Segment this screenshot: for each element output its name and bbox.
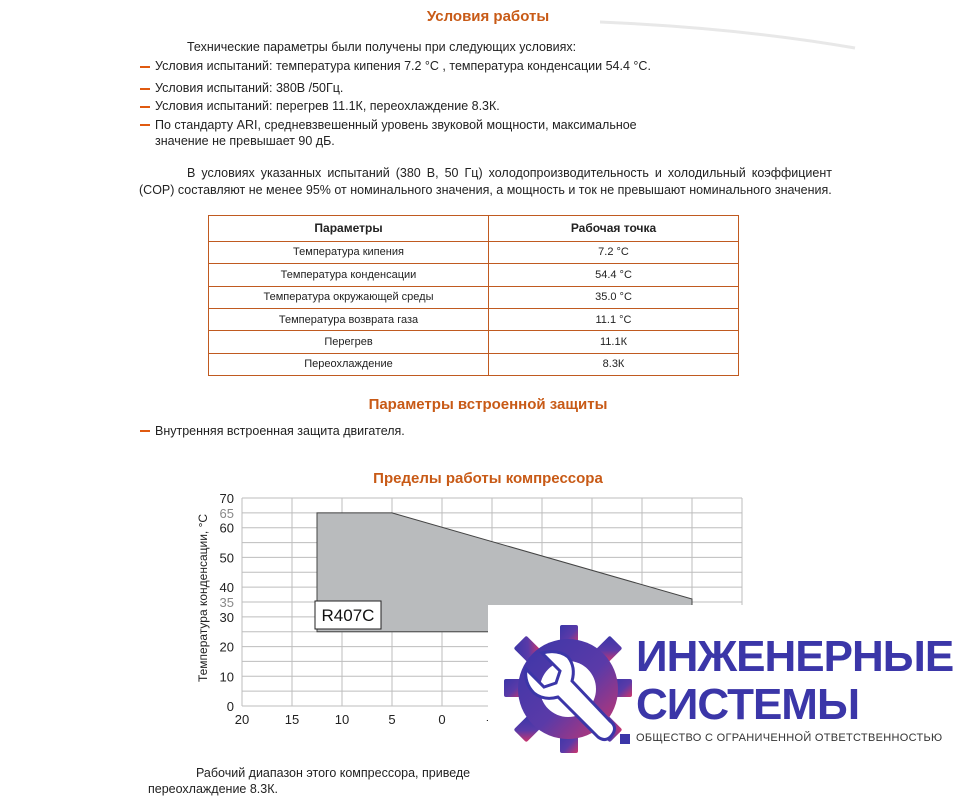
logo-title-line-2: СИСТЕМЫ — [636, 680, 860, 729]
table-header: Рабочая точка — [489, 216, 739, 242]
y-tick-label: 60 — [219, 520, 234, 536]
table-cell: Переохлаждение — [209, 353, 489, 375]
bullet-dash — [140, 124, 150, 126]
table-cell: Перегрев — [209, 331, 489, 353]
conditions-bullet: Условия испытаний: перегрев 11.1К, переохлаждение 8.3К. — [155, 99, 500, 113]
y-tick-label: 10 — [219, 669, 234, 685]
conditions-bullet: Условия испытаний: температура кипения 7.2 °С , температура конденсации 54.4 °С. — [155, 59, 651, 73]
table-cell: Температура окружающей среды — [209, 286, 489, 308]
y-axis-ticks — [220, 491, 234, 714]
y-tick-label: 65 — [219, 505, 234, 521]
y-tick-label: 70 — [219, 491, 234, 506]
bullet-dash — [140, 88, 150, 90]
table-row — [209, 241, 739, 263]
y-tick-label: 30 — [219, 609, 234, 625]
logo-subtitle: ОБЩЕСТВО С ОГРАНИЧЕННОЙ ОТВЕТСТВЕННОСТЬЮ — [636, 732, 943, 744]
chart-title: Пределы работы компрессора — [373, 470, 603, 487]
x-tick-label: 15 — [284, 712, 300, 727]
table-cell: 8.3К — [489, 353, 739, 375]
table-cell: 35.0 °С — [489, 286, 739, 308]
y-tick-label: 35 — [219, 595, 234, 610]
footer-line-1: Рабочий диапазон этого компрессора, приведе — [196, 766, 471, 780]
y-tick-label: 0 — [226, 699, 234, 714]
conditions-intro: Технические параметры были получены при следующих условиях: — [187, 40, 577, 54]
logo-title-line-1: ИНЖЕНЕРНЫЕ — [636, 632, 954, 681]
table-cell: 11.1 °С — [489, 308, 739, 330]
table-row — [209, 353, 739, 375]
gear-wrench-icon — [502, 623, 634, 755]
conditions-paragraph: В условиях указанных испытаний (380 В, 50 Гц) холодопроизводительность и холодильный коэффициент (COP) составляют не менее 95% от номинального значения, а мощность и ток не превышают номинального значения. — [139, 166, 832, 197]
logo-square-bullet — [620, 734, 630, 744]
x-tick-label: 10 — [334, 712, 350, 727]
x-tick-label: 0 — [438, 712, 446, 727]
x-tick-label: 20 — [234, 712, 250, 727]
table-header: Параметры — [209, 216, 489, 242]
parameters-table — [208, 215, 739, 376]
section-title-conditions: Условия работы — [426, 8, 550, 25]
table-cell: Температура возврата газа — [209, 308, 489, 330]
protection-bullet: Внутренняя встроенная защита двигателя. — [155, 424, 405, 438]
table-cell: 7.2 °С — [489, 241, 739, 263]
section-title-protection: Параметры встроенной защиты — [368, 396, 608, 413]
series-label: R407C — [321, 606, 375, 625]
table-row — [209, 331, 739, 353]
conditions-bullet-continuation: значение не превышает 90 дБ. — [155, 134, 335, 148]
table-cell: Температура конденсации — [209, 264, 489, 286]
bullet-dash — [140, 430, 150, 432]
table-cell: 54.4 °С — [489, 264, 739, 286]
y-axis-label: Температура конденсации, °С — [196, 513, 210, 683]
table-header-row — [209, 216, 739, 242]
table-cell: 11.1К — [489, 331, 739, 353]
bullet-dash — [140, 66, 150, 68]
table-row — [209, 308, 739, 330]
y-tick-label: 50 — [219, 550, 234, 566]
table-row — [209, 286, 739, 308]
table-cell: Температура кипения — [209, 241, 489, 263]
bullet-dash — [140, 106, 150, 108]
footer-line-2: переохлаждение 8.3К. — [148, 782, 278, 796]
company-logo — [488, 605, 976, 798]
conditions-bullet: По стандарту ARI, средневзвешенный уровень звуковой мощности, максимальное — [155, 118, 637, 132]
y-tick-label: 20 — [219, 639, 234, 655]
y-tick-label: 40 — [219, 580, 234, 596]
table-row — [209, 264, 739, 286]
x-tick-label: 5 — [388, 712, 396, 727]
conditions-bullet: Условия испытаний: 380В /50Гц. — [155, 81, 344, 95]
